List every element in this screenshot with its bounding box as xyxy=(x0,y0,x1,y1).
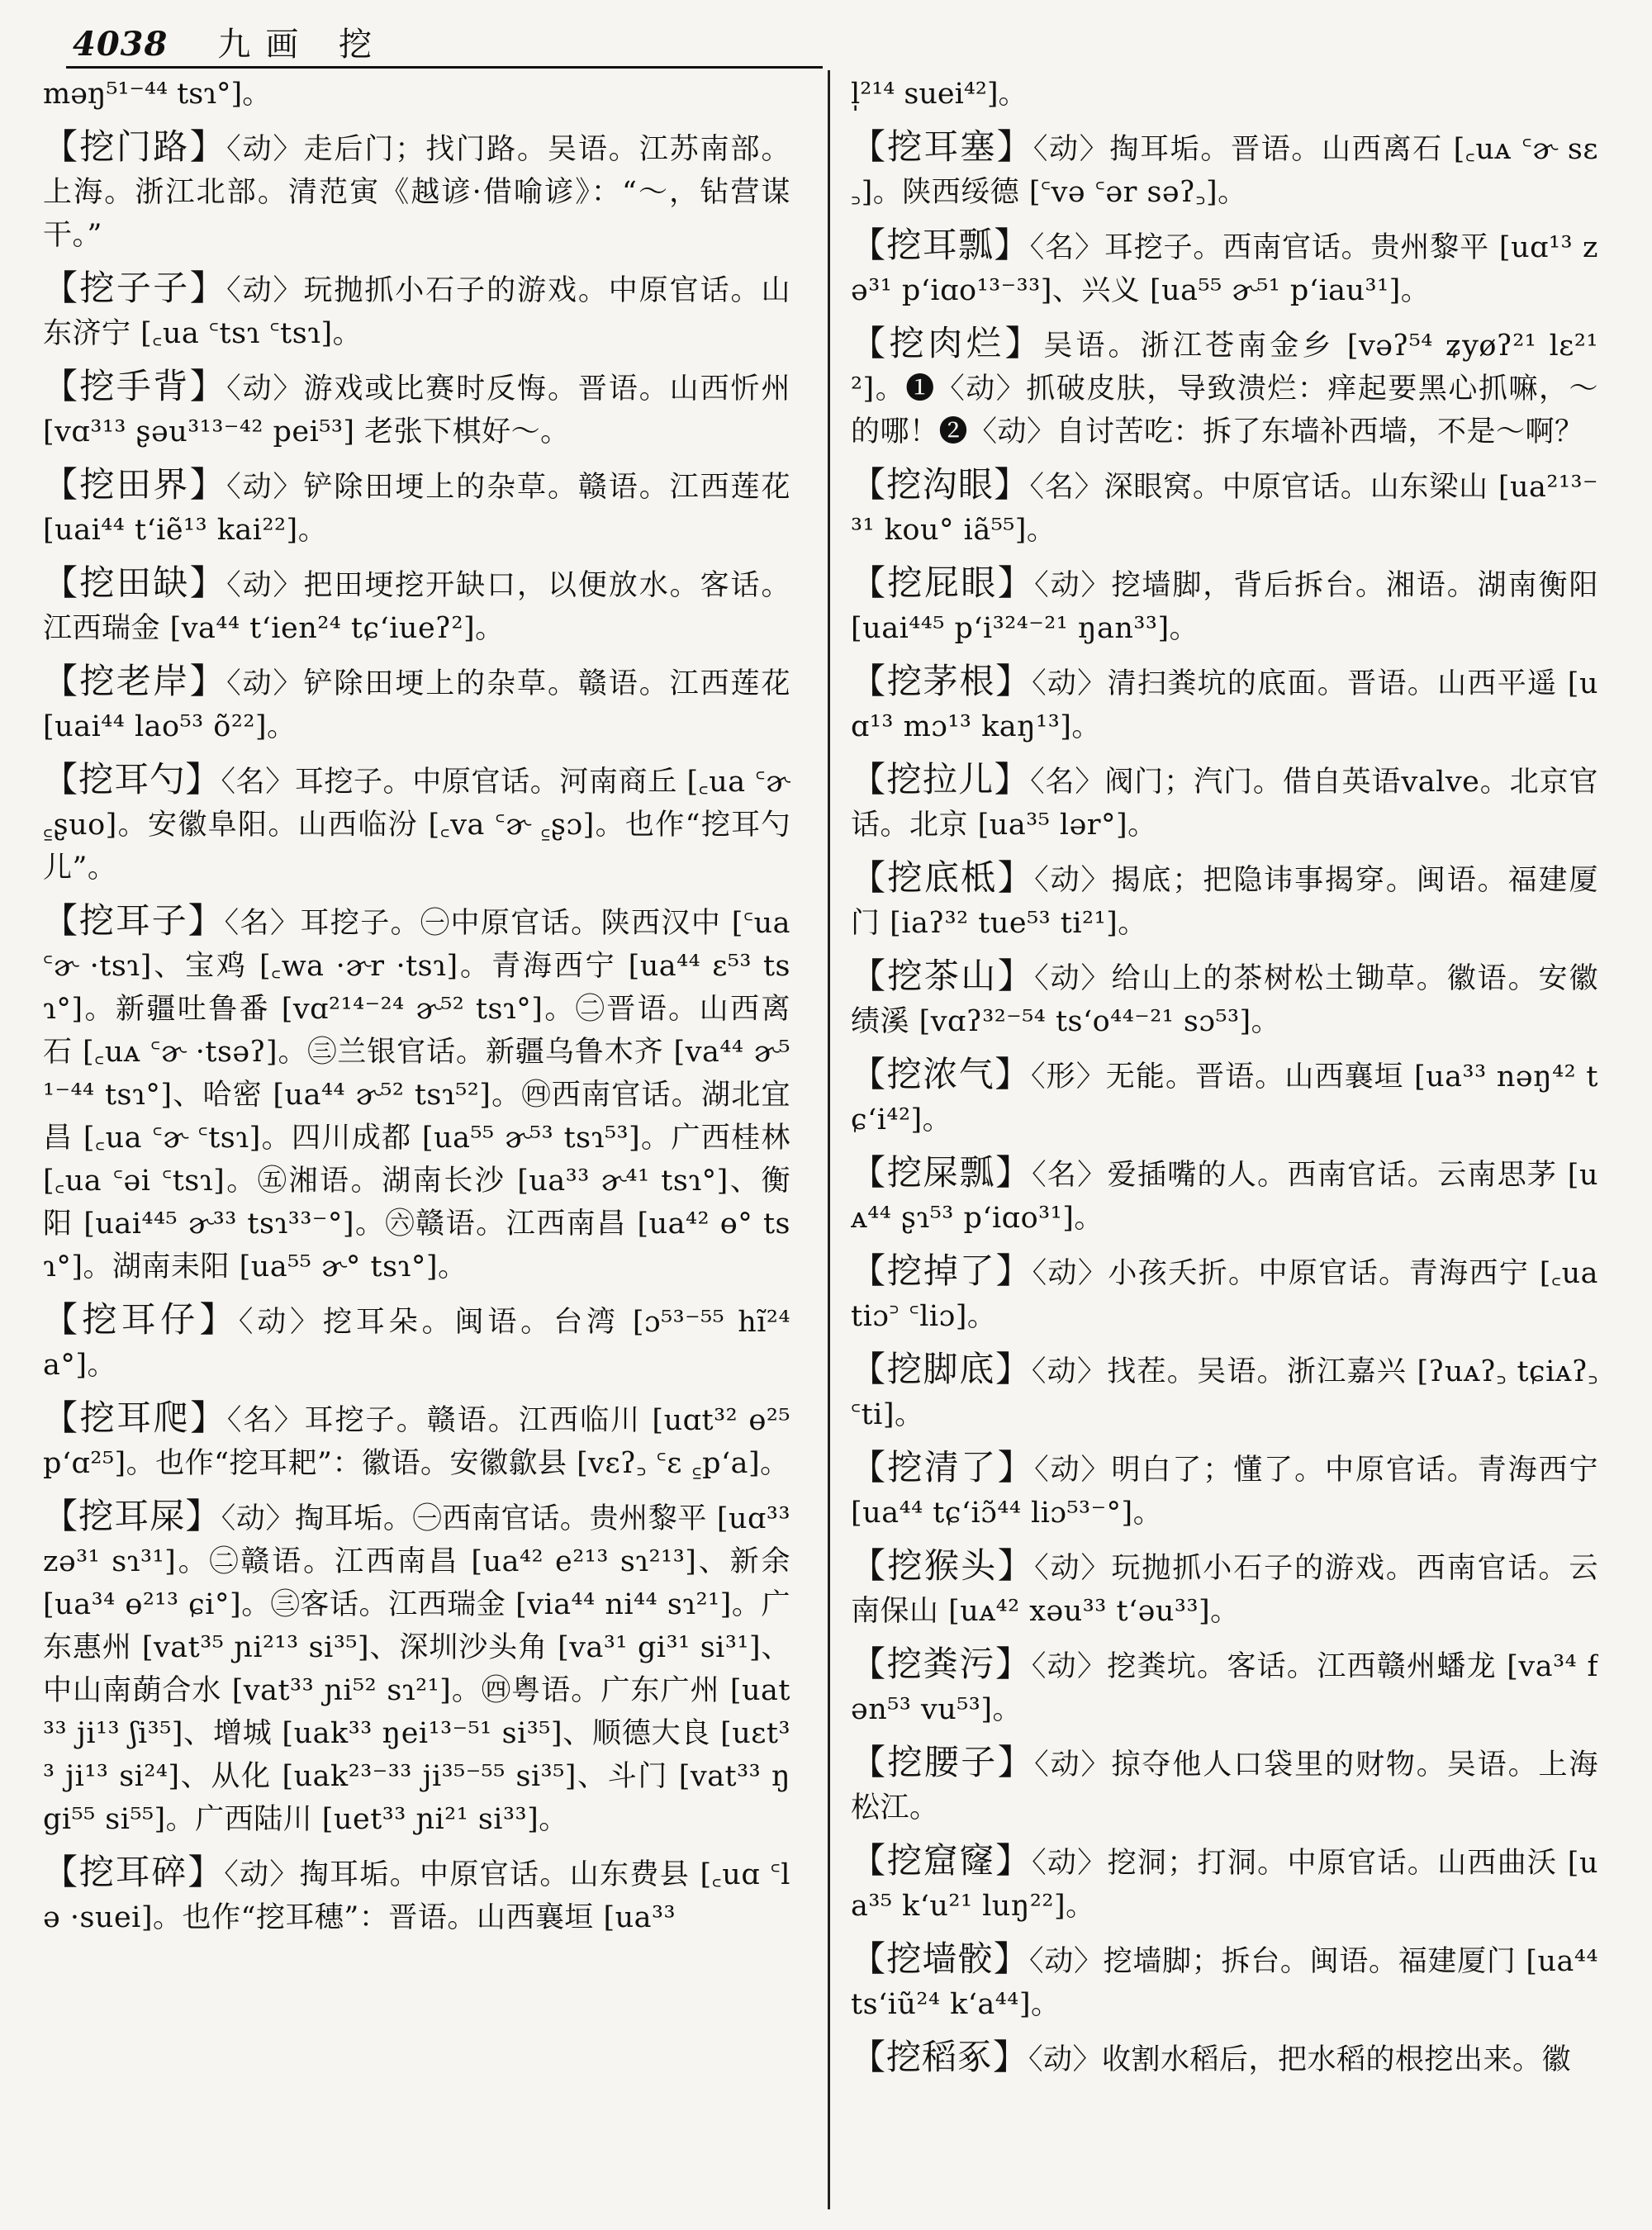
dictionary-entry xyxy=(43,463,790,552)
entry-definition: 〈名〉耳挖子。㊀中原官话。陕西汉中 [꜂ua ꜂ɚ ·tsɿ]、宝鸡 [꜀wa ·ɚr ·tsɿ]。青海西宁 [ua⁴⁴ ɛ⁵³ tsɿ°]。新疆吐鲁番 [vɑ²¹⁴⁻²⁴ ɚ⁵² tsɿ°]。㊁晋语。山西离石 [꜀uᴀ ꜂ɚ ·tsəʔ]。㊂兰银官话。新疆乌鲁木齐 [va⁴⁴ ɚ⁵¹⁻⁴⁴ tsɿ°]、哈密 [ua⁴⁴ ɚ⁵² tsɿ⁵²]。㊃西南官话。湖北宜昌 [꜀ua ꜂ɚ ꜂tsɿ]。四川成都 [ua⁵⁵ ɚ⁵³ tsɿ⁵³]。广西桂林 [꜀ua ꜂əi ꜂tsɿ]。㊄湘语。湖南长沙 [ua³³ ɚ⁴¹ tsɿ°]、衡阳 [uai⁴⁴⁵ ɚ³³ tsɿ³³⁻°]。㊅赣语。江西南昌 [ua⁴² ɵ° tsɿ°]。湖南耒阳 [ua⁵⁵ ɚ° tsɿ°]。 xyxy=(43,907,790,1283)
dictionary-entry xyxy=(851,1938,1598,2026)
entry-headword: 【挖墙骹】 xyxy=(851,1938,1030,1979)
entry-definition: 〈动〉铲除田埂上的杂草。赣语。江西莲花 [uai⁴⁴ tʻiẽ¹³ kai²²]。 xyxy=(43,471,790,547)
entry-headword: 【挖猴头】 xyxy=(851,1545,1035,1586)
entry-headword: 【挖窟窿】 xyxy=(851,1840,1032,1881)
entry-headword: 【挖茶山】 xyxy=(851,956,1035,996)
dictionary-entry xyxy=(851,1643,1598,1731)
entry-headword: 【挖屎瓢】 xyxy=(851,1152,1032,1193)
entry-headword: 【挖清了】 xyxy=(851,1447,1035,1487)
dictionary-entry xyxy=(851,1151,1598,1240)
entry-headword: 【挖耳爬】 xyxy=(43,1397,227,1438)
dictionary-entry xyxy=(851,1446,1598,1535)
entry-definition: 〈动〉给山上的茶树松土锄草。徽语。安徽绩溪 [vɑʔ³²⁻⁵⁴ tsʻo⁴⁴⁻²¹ sɔ⁵³]。 xyxy=(851,962,1598,1038)
entry-headword: 【挖田界】 xyxy=(43,464,227,505)
entry-headword: 【挖耳瓢】 xyxy=(851,225,1030,265)
entry-definition: 〈动〉掏耳垢。晋语。山西离石 [꜀uᴀ ꜂ɚ sɛ꜆]。陕西绥德 [꜂və ꜂ər səʔ꜆]。 xyxy=(851,133,1598,209)
dictionary-entry xyxy=(851,660,1598,748)
entry-headword: 【挖手背】 xyxy=(43,366,227,406)
entry-headword: 【挖子子】 xyxy=(43,268,227,308)
entry-definition: 〈动〉挖墙脚；拆台。闽语。福建厦门 [ua⁴⁴ tsʻiũ²⁴ kʻa⁴⁴]。 xyxy=(851,1945,1598,2021)
entry-definition: 〈动〉明白了；懂了。中原官话。青海西宁 [ua⁴⁴ tɕʻiɔ̃⁴⁴ liɔ⁵³⁻°]。 xyxy=(851,1454,1598,1530)
entry-definition: 〈动〉挖耳朵。闽语。台湾 [ɔ⁵³⁻⁵⁵ hĩ²⁴ a°]。 xyxy=(43,1306,790,1382)
entry-headword: 【挖浓气】 xyxy=(851,1054,1031,1094)
dictionary-entry xyxy=(851,2036,1598,2081)
continuation-text: l̩²¹⁴ suei⁴²]。 xyxy=(851,78,1028,111)
entry-definition: 〈名〉耳挖子。西南官话。贵州黎平 [uɑ¹³ zə³¹ pʻiɑo¹³⁻³³]、兴义 [ua⁵⁵ ɚ⁵¹ pʻiau³¹]。 xyxy=(851,231,1598,307)
entry-definition: 〈动〉掏耳垢。㊀西南官话。贵州黎平 [uɑ³³ zə³¹ sɿ³¹]。㊁赣语。江西南昌 [ua⁴² e²¹³ sɿ²¹³]、新余 [ua³⁴ ɵ²¹³ ɕi°]。㊂客话。江西瑞金 [via⁴⁴ ni⁴⁴ sɿ²¹]。广东惠州 [vat³⁵ ɲi²¹³ si³⁵]、深圳沙头角 [va³¹ gi³¹ si³¹]、中山南蓢合水 [vat³³ ɲi⁵² sɿ²¹]。㊃粤语。广东广州 [uat³³ ji¹³ ʃi³⁵]、增城 [uak³³ ŋei¹³⁻⁵¹ si³⁵]、顺德大良 [uɛt³³ ji¹³ si²⁴]、从化 [uak²³⁻³³ ji³⁵⁻⁵⁵ si³⁵]、斗门 [vat³³ ŋgi⁵⁵ si⁵⁵]。广西陆川 [uet³³ ɲi²¹ si³³]。 xyxy=(43,1502,790,1836)
page-header xyxy=(73,18,387,66)
dictionary-entry xyxy=(43,126,790,257)
entry-definition: 〈动〉掏耳垢。中原官话。山东费县 [꜀uɑ ꜂lə ·suei]。也作“挖耳穗”：晋语。山西襄垣 [ua³³ xyxy=(43,1858,790,1934)
dictionary-entry xyxy=(851,758,1598,847)
dictionary-entry xyxy=(43,1397,790,1485)
entry-headword: 【挖老岸】 xyxy=(43,661,227,701)
entry-definition: 〈动〉挖墙脚，背后拆台。湘语。湖南衡阳 [uai⁴⁴⁵ pʻi³²⁴⁻²¹ ŋan³³]。 xyxy=(851,569,1598,645)
entry-definition: 〈动〉掠夺他人口袋里的财物。吴语。上海松江。 xyxy=(851,1748,1598,1824)
entry-headword: 【挖耳碎】 xyxy=(43,1852,225,1892)
dictionary-entry xyxy=(851,1544,1598,1633)
entry-definition: 〈名〉深眼窝。中原官话。山东梁山 [ua²¹³⁻³¹ kou° iã⁵⁵]。 xyxy=(851,471,1598,547)
dictionary-entry xyxy=(43,267,790,355)
entry-headword: 【挖粪污】 xyxy=(851,1644,1032,1684)
entry-definition: 〈名〉阀门；汽门。借自英语valve。北京官话。北京 [ua³⁵ lər°]。 xyxy=(851,766,1598,842)
entry-definition: 〈动〉走后门；找门路。吴语。江苏南部。上海。浙江北部。清范寅《越谚·借喻谚》：“～，钻营谋干。” xyxy=(43,133,790,252)
entry-headword: 【挖沟眼】 xyxy=(851,464,1030,505)
entry-headword: 【挖耳勺】 xyxy=(43,759,221,799)
dictionary-entry xyxy=(851,322,1598,453)
dictionary-entry xyxy=(851,126,1598,214)
entry-definition: 〈动〉挖洞；打洞。中原官话。山西曲沃 [ua³⁵ kʻu²¹ luŋ²²]。 xyxy=(851,1847,1598,1923)
entry-headword: 【挖耳塞】 xyxy=(851,126,1033,167)
entry-headword: 【挖门路】 xyxy=(43,126,227,167)
dictionary-entry xyxy=(43,1851,790,1939)
dictionary-entry xyxy=(43,1495,790,1841)
entry-headword: 【挖掉了】 xyxy=(851,1250,1032,1291)
entry-headword: 【挖腰子】 xyxy=(851,1742,1035,1782)
entry-definition: 〈动〉游戏或比赛时反悔。晋语。山西忻州 [vɑ³¹³ ʂəu³¹³⁻⁴² pei⁵³] 老张下棋好～。 xyxy=(43,372,790,448)
dictionary-entry xyxy=(851,224,1598,312)
entry-definition: 〈动〉铲除田埂上的杂草。赣语。江西莲花 [uai⁴⁴ lao⁵³ õ²²]。 xyxy=(43,667,790,743)
dictionary-entry xyxy=(851,1250,1598,1338)
left-column xyxy=(43,73,790,2220)
dictionary-entry xyxy=(851,463,1598,552)
dictionary-entry xyxy=(43,562,790,650)
dictionary-entry xyxy=(851,562,1598,650)
entry-definition: 〈名〉爱插嘴的人。西南官话。云南思茅 [uᴀ⁴⁴ ʂɿ⁵³ pʻiɑo³¹]。 xyxy=(851,1159,1598,1235)
right-column xyxy=(851,73,1598,2220)
dictionary-entry xyxy=(851,1348,1598,1436)
entry-definition: 〈动〉收割水稻后，把水稻的根挖出来。徽 xyxy=(1028,2043,1572,2076)
dictionary-entry xyxy=(851,955,1598,1043)
entry-headword: 【挖稻豖】 xyxy=(851,2037,1029,2077)
entry-definition: 〈动〉挖粪坑。客话。江西赣州蟠龙 [va³⁴ fən⁵³ vu⁵³]。 xyxy=(851,1650,1598,1726)
dictionary-entry xyxy=(43,758,790,890)
entry-definition: 〈名〉耳挖子。中原官话。河南商丘 [꜀ua ꜂ɚ ꜁ʂuo]。安徽阜阳。山西临汾 [꜀va ꜂ɚ ꜁ʂɔ]。也作“挖耳勺儿”。 xyxy=(43,766,790,885)
dictionary-entry xyxy=(43,899,790,1288)
dictionary-entry xyxy=(43,660,790,748)
dictionary-entry xyxy=(851,1053,1598,1141)
header-rule xyxy=(66,66,823,69)
entry-definition: 〈动〉玩抛抓小石子的游戏。西南官话。云南保山 [uᴀ⁴² xəu³³ tʻəu³³]。 xyxy=(851,1552,1598,1628)
entry-definition: 吴语。浙江苍南金乡 [vəʔ⁵⁴ ʑyøʔ²¹ lɛ²¹²]。❶〈动〉抓破皮肤，导致溃烂：痒起要黑心抓嘛，～的哪！❷〈动〉自讨苦吃：拆了东墙补西墙，不是～啊？ xyxy=(851,330,1598,448)
continuation-text: məŋ⁵¹⁻⁴⁴ tsɿ°]。 xyxy=(43,78,272,111)
entry-definition: 〈动〉小孩夭折。中原官话。青海西宁 [꜀ua tiɔ꜄ ꜂liɔ]。 xyxy=(851,1257,1598,1333)
dictionary-entry xyxy=(43,365,790,453)
column-divider xyxy=(828,70,830,2209)
entry-headword: 【挖底柢】 xyxy=(851,857,1035,898)
section-title: 九画 挖 xyxy=(217,26,387,64)
dictionary-entry xyxy=(851,1741,1598,1829)
page-number: 4038 xyxy=(73,25,169,64)
dictionary-entry xyxy=(851,856,1598,945)
entry-definition: 〈动〉玩抛抓小石子的游戏。中原官话。山东济宁 [꜀ua ꜂tsɿ ꜂tsɿ]。 xyxy=(43,274,790,350)
entry-definition: 〈动〉找茬。吴语。浙江嘉兴 [ʔuᴀʔ꜆ tɕiᴀʔ꜆ ꜂ti]。 xyxy=(851,1355,1598,1431)
entry-definition: 〈动〉揭底；把隐讳事揭穿。闽语。福建厦门 [iaʔ³² tue⁵³ ti²¹]。 xyxy=(851,864,1598,940)
entry-definition: 〈动〉清扫粪坑的底面。晋语。山西平遥 [uɑ¹³ mɔ¹³ kaŋ¹³]。 xyxy=(851,667,1598,743)
entry-headword: 【挖田缺】 xyxy=(43,562,227,603)
entry-definition: 〈动〉把田埂挖开缺口，以便放水。客话。江西瑞金 [va⁴⁴ tʻien²⁴ tɕʻiueʔ²]。 xyxy=(43,569,790,645)
entry-headword: 【挖屁眼】 xyxy=(851,562,1035,603)
entry-headword: 【挖拉儿】 xyxy=(851,759,1031,799)
dictionary-entry xyxy=(43,1298,790,1387)
entry-headword: 【挖脚底】 xyxy=(851,1349,1032,1389)
entry-headword: 【挖耳子】 xyxy=(43,900,225,941)
entry-headword: 【挖茅根】 xyxy=(851,661,1032,701)
entry-headword: 【挖耳屎】 xyxy=(43,1496,221,1536)
dictionary-entry xyxy=(851,1839,1598,1928)
entry-headword: 【挖肉烂】 xyxy=(851,323,1044,363)
entry-definition: 〈形〉无能。晋语。山西襄垣 [ua³³ nəŋ⁴² tɕʻi⁴²]。 xyxy=(851,1060,1598,1136)
entry-headword: 【挖耳仔】 xyxy=(43,1299,239,1340)
entry-definition: 〈名〉耳挖子。赣语。江西临川 [uɑt³² ɵ²⁵ pʻɑ²⁵]。也作“挖耳耙”：徽语。安徽歙县 [vɛʔ꜆ ꜂ɛ ꜁pʻa]。 xyxy=(43,1404,790,1480)
